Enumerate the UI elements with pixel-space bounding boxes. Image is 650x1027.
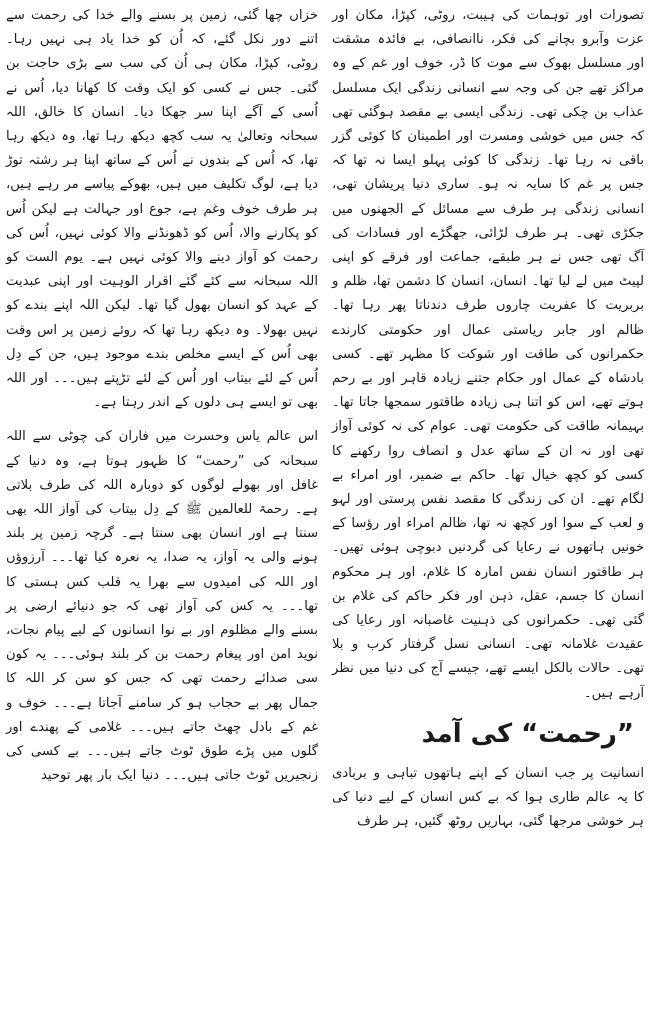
section-heading: ”رحمت“ کی آمد: [421, 718, 634, 749]
article-paragraph: اس عالم یاس وحسرت میں فاران کی چوٹی سے اللہ سبحانہ کی ”رحمت“ کا ظہور ہوتا ہے، وہ دنیا کے غافل اور بھولے لوگوں کو دوبارہ اللہ کی طرف بلاتی ہے۔ رحمۃ للعالمین ﷺ کے دِل بیتاب کی آواز اللہ بھی سنتا ہے اور انسان بھی سنتا ہے۔ گرچہ زمین پر بلند ہونے والی یہ آواز، یہ صدا، یہ نعرہ کیا تھا۔۔۔ آرزوؤں اور اللہ کی امیدوں سے بھرا یہ قلب کس ہستی کا تھا۔۔۔ یہ کس کی آواز تھی کہ جو دنیائے ارضی پر بسنے والے مظلوم اور بے نوا انسانوں کے لیے پیام نجات، نوید امن اور پیغام رحمت بن کر بلند ہوئی۔۔۔ یہ کون سی صدائے رحمت تھی کہ جس کو سن کر اللہ کا جمال پھر بے حجاب ہو کر سامنے آجاتا ہے۔۔۔ خوف و غم کے بادل چھٹ جاتے ہیں۔۔۔ غلامی کے پھندے اور گلوں میں پڑے طوق ٹوٹ جاتے ہیں۔۔۔ بے کسی کی زنجیریں ٹوٹ جاتی ہیں۔۔۔ دنیا ایک بار پھر توحید: [6, 429, 318, 784]
article-paragraph: خزاں چھا گئی، زمین پر بسنے والے خدا کی رحمت سے اتنے دور نکل گئے، کہ اُن کو خدا یاد ہی نہیں رہا۔ روٹی، کپڑا، مکان ہی اُن کی سب سے بڑی حاجت بن گئی۔ جس نے کسی کو ایک وقت کا کھانا دیا، اُس نے اُسی کے آگے اپنا سر جھکا دیا۔ انسان کا خالق، اللہ سبحانہ وتعالیٰ یہ سب کچھ دیکھ رہا تھا، وہ دیکھ رہا تھا، کہ اُس کے بندوں نے اُس کے ساتھ اپنا ہر رشتہ توڑ دیا ہے، لوگ تکلیف میں ہیں، بھوکے پیاسے مر رہے ہیں، ہر طرف خوف وغم ہے، جوع اور جہالت ہے لیکن اُس کو پکارنے والا، اُس کو ڈھونڈنے والا کوئی نہیں، اُس کی رحمت کو آواز دینے والا کوئی نہیں ہے۔ یوم الست کو اللہ سبحانہ سے کئے گئے اقرار الوہیت اور اپنی عبدیت کے عہد کو انسان بھول گیا تھا۔ لیکن اللہ اپنے بندے کو نہیں بھولا۔ وہ دیکھ رہا تھا کہ روئے زمین پر اس وقت بھی اُس کے ایسے مخلص بندے موجود ہیں، جن کے دِل اُس کے لئے بیتاب اور اُس کے لئے تڑپتے ہیں۔۔۔ اور اللہ بھی تو ایسے ہی دلوں کے اندر رہتا ہے۔: [6, 8, 318, 411]
article-column-left: [6, 4, 318, 799]
article-paragraph: انسانیت پر جب انسان کے اپنے ہاتھوں تباہی و بربادی کا یہ عالم طاری ہوا کہ بے کس انسان کے لیے دنیا کی ہر خوشی مرجھا گئی، بہاریں روٹھ گئیں، ہر طرف: [332, 765, 644, 830]
article-column-right: [332, 4, 644, 835]
article-paragraph: تصورات اور توہمات کی ہیبت، روٹی، کپڑا، مکان اور عزت وآبرو بچانے کی فکر، ناانصافی، بے فائدہ مشقت اور مسلسل بھوک سے موت کا ڈر، خوف اور غم کے وہ مراکز تھے جن کی وجہ سے انسانی زندگی ایک مسلسل عذاب بن چکی تھی۔ زندگی ایسی بے مقصد ہوگئی تھی کہ جس میں خوشی ومسرت اور اطمینان کا کوئی گزر باقی نہ رہا تھا۔ زندگی کا کوئی پہلو ایسا نہ تھا کہ جس پر غم کا سایہ نہ ہو۔ ساری دنیا پریشان تھی، انسانی زندگی ہر طرف سے مسائل کے الجھنوں میں جکڑی تھی۔ ہر طرف لڑائی، جھگڑے اور فسادات کی آگ تھی جس نے ہر طبقے، جماعت اور فرقے کو اپنی لپیٹ میں لے لیا تھا۔ انسان، انسان کا دشمن تھا، ظلم و بربریت کا عفریت چاروں طرف دندناتا پھر رہا تھا۔ ظالم اور جابر ریاستی عمال اور حکومتی کارندے حکمرانوں کی طاقت اور شوکت کا مظہر تھے۔ کسی بادشاہ کے عمال اور حکام جتنے زیادہ قاہر اور بے رحم ہوتے تھے، اس کو اتنا ہی زیادہ طاقتور سمجھا جاتا تھا۔ بہیمانہ طاقت کی حکومت تھی۔ عوام کی نہ کوئی آواز تھی اور نہ ان کے ساتھ عدل و انصاف روا رکھنے کا کسی کو کچھ خیال تھا۔ حاکم بے ضمیر، اور امراء بے لگام تھے۔ ان کی زندگی کا مقصد نفس پرستی اور لہو و لعب کے سوا اور کچھ نہ تھا، ظالم امراء اور رؤسا کے خونیں ہاتھوں نے رعایا کی گردنیں دبوچی ہوئی تھیں۔ ہر طاقتور انسان نفس امارہ کا غلام، اور ہر محکوم انسان کا جسم، عقل، ذہن اور فکر حاکم کی غلام بن گئی تھی۔ حکمرانوں کی ذہنیت غاصبانہ اور رعایا کی عقیدت غلامانہ تھی۔ انسانی نسل گرفتار کرب و بلا تھی۔ حالات بالکل ایسے تھے، جیسے آج کی دنیا میں نظر آرہے ہیں۔: [332, 8, 644, 701]
